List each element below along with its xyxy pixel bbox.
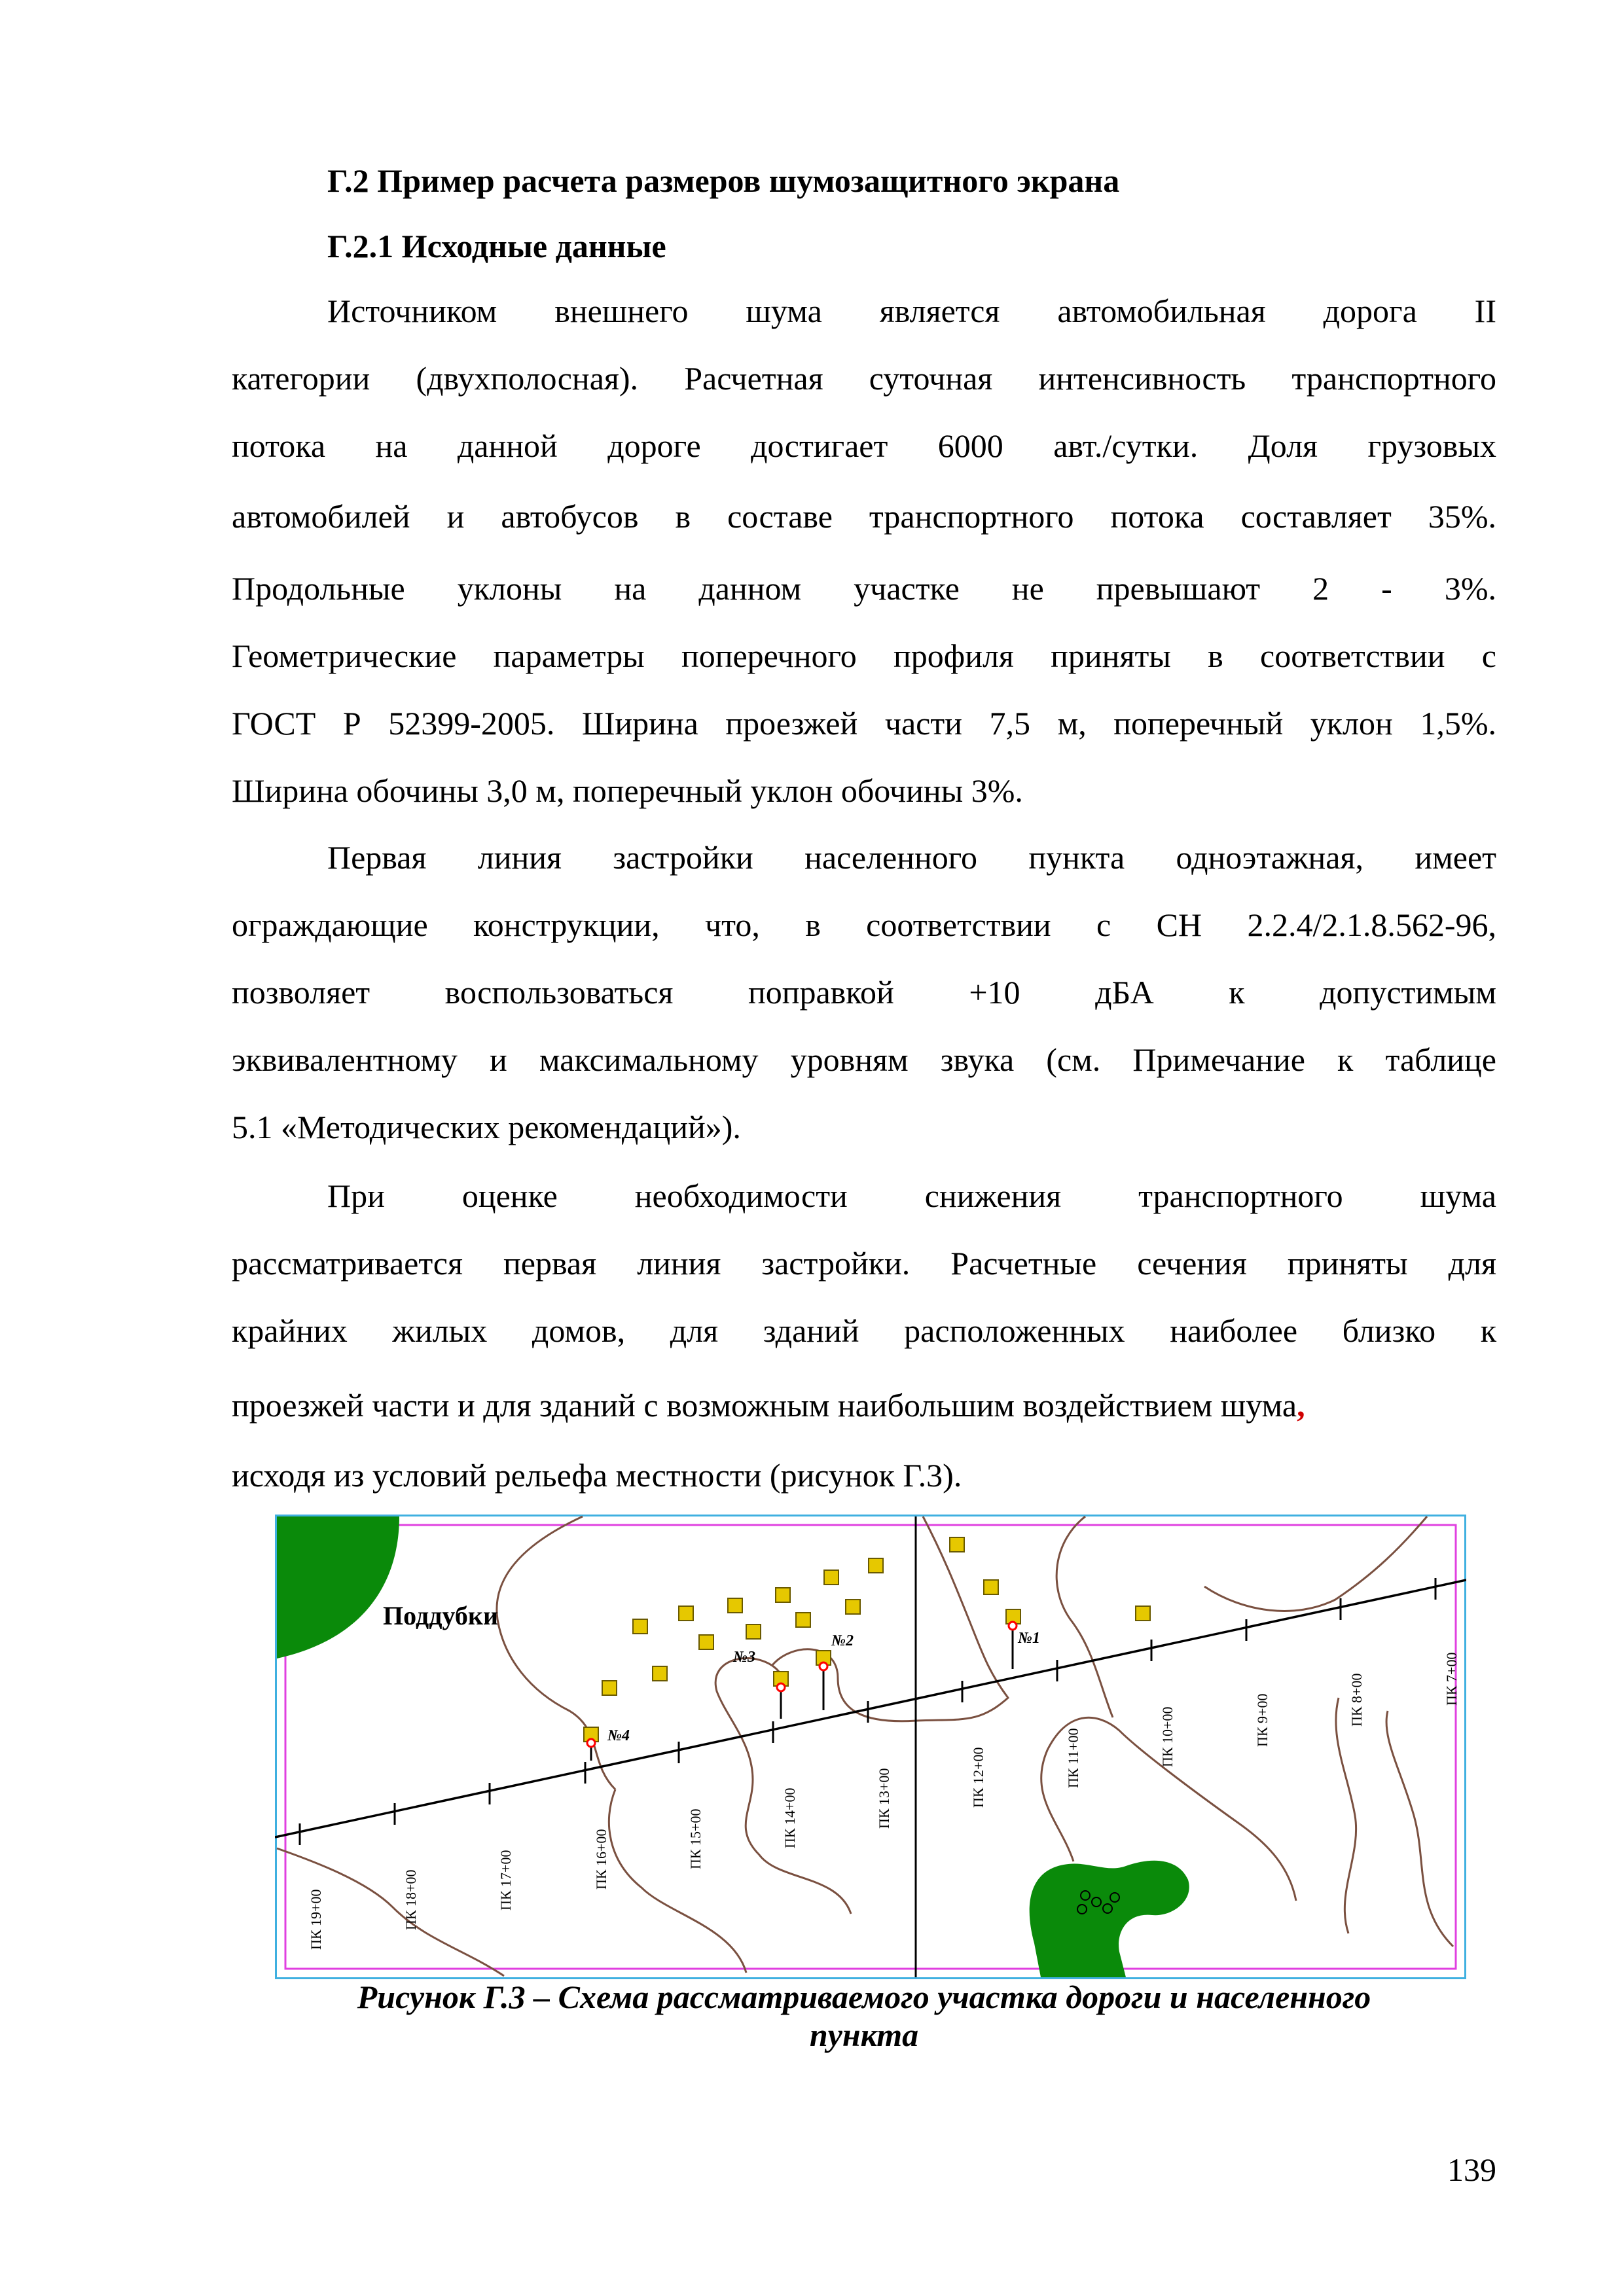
contour-line — [497, 1516, 615, 1789]
text-line: исходя из условий рельефа местности (рисунок Г.3). — [232, 1457, 962, 1494]
house — [1136, 1606, 1150, 1621]
subsection-heading: Г.2.1 Исходные данные — [327, 228, 666, 264]
house — [653, 1666, 667, 1681]
village-name: Поддубки — [383, 1601, 498, 1630]
text-line — [232, 1386, 1305, 1425]
building-label-2: №2 — [831, 1632, 854, 1649]
house — [950, 1537, 964, 1552]
building-label-1: №1 — [1018, 1630, 1040, 1647]
contour-line — [609, 1789, 746, 1973]
marker — [820, 1662, 827, 1670]
pk-label: ПК 13+00 — [876, 1768, 892, 1829]
marker — [587, 1739, 595, 1747]
forest-area-northwest — [277, 1516, 399, 1659]
text-line: автомобилей и автобусов в составе транспортного потока составляет 35%. — [232, 498, 1496, 535]
site-scheme-map — [275, 1515, 1466, 1979]
pk-label: ПК 12+00 — [970, 1747, 986, 1808]
house — [776, 1588, 790, 1602]
house — [679, 1606, 693, 1621]
house — [984, 1580, 998, 1594]
pk-label: ПК 18+00 — [403, 1869, 419, 1930]
contour-line — [1204, 1516, 1427, 1611]
inner-frame — [285, 1525, 1456, 1969]
text-line: Геометрические параметры поперечного профиля приняты в соответствии с — [232, 637, 1496, 674]
marker — [1009, 1622, 1017, 1630]
text-line: рассматривается первая линия застройки. Расчетные сечения приняты для — [232, 1245, 1496, 1282]
text-line: 5.1 «Методических рекомендаций»). — [232, 1109, 741, 1145]
house — [699, 1635, 713, 1649]
caption-line: Рисунок Г.3 – Схема рассматриваемого участка дороги и населенного — [357, 1979, 1371, 2015]
contour-line — [1336, 1698, 1356, 1933]
red-comma: , — [1297, 1387, 1305, 1424]
house — [846, 1600, 860, 1614]
pk-label: ПК 19+00 — [308, 1889, 324, 1950]
text-line-content: проезжей части и для зданий с возможным наибольшим воздействием шума — [232, 1387, 1297, 1424]
text-line: Ширина обочины 3,0 м, поперечный уклон обочины 3%. — [232, 772, 1023, 809]
pk-label: ПК 14+00 — [782, 1787, 798, 1848]
marker — [777, 1683, 785, 1691]
text-line: категории (двухполосная). Расчетная суточная интенсивность транспортного — [232, 360, 1496, 397]
figure-caption — [232, 1978, 1496, 2054]
house — [746, 1624, 761, 1639]
forest-area-south — [1030, 1861, 1189, 1977]
pk-label: ПК 11+00 — [1065, 1728, 1081, 1788]
caption-line: пункта — [809, 2017, 919, 2053]
building-label-4: №4 — [607, 1727, 630, 1744]
house — [602, 1681, 617, 1695]
text-line: При оценке необходимости снижения транспортного шума — [327, 1177, 1496, 1214]
contour-line — [1386, 1711, 1453, 1946]
page-number: 139 — [1447, 2151, 1496, 2188]
house — [728, 1598, 742, 1613]
pk-label: ПК 8+00 — [1348, 1673, 1365, 1727]
contour-line — [715, 1659, 851, 1914]
text-line: ограждающие конструкции, что, в соответствии с СН 2.2.4/2.1.8.562-96, — [232, 906, 1496, 943]
text-line: позволяет воспользоваться поправкой +10 дБА к допустимым — [232, 974, 1496, 1011]
relief-contours — [277, 1516, 1453, 1976]
pk-label: ПК 16+00 — [593, 1829, 609, 1890]
text-line: Продольные уклоны на данном участке не превышают 2 - 3%. — [232, 570, 1496, 607]
house — [633, 1619, 647, 1634]
pk-label: ПК 10+00 — [1159, 1706, 1176, 1767]
pk-label: ПК 15+00 — [687, 1808, 704, 1869]
pk-label: ПК 9+00 — [1254, 1693, 1271, 1747]
text-line: Источником внешнего шума является автомобильная дорога II — [327, 293, 1496, 329]
contour-line — [1056, 1516, 1113, 1717]
pk-label: ПК 17+00 — [497, 1850, 514, 1910]
text-line: эквивалентному и максимальному уровням звука (см. Примечание к таблице — [232, 1041, 1496, 1078]
house — [796, 1613, 810, 1627]
text-line: крайних жилых домов, для зданий расположенных наиболее близко к — [232, 1312, 1496, 1349]
section-markers — [587, 1622, 1017, 1747]
text-line: ГОСТ Р 52399-2005. Ширина проезжей части 7,5 м, поперечный уклон 1,5%. — [232, 705, 1496, 742]
text-line: потока на данной дороге достигает 6000 авт./сутки. Доля грузовых — [232, 427, 1496, 464]
building-label-3: №3 — [733, 1649, 755, 1666]
outer-frame — [276, 1516, 1466, 1979]
section-heading: Г.2 Пример расчета размеров шумозащитного экрана — [327, 162, 1120, 199]
pk-label: ПК 7+00 — [1443, 1652, 1460, 1706]
house — [869, 1558, 883, 1573]
house — [824, 1570, 839, 1585]
text-line: Первая линия застройки населенного пункта одноэтажная, имеет — [327, 839, 1496, 876]
